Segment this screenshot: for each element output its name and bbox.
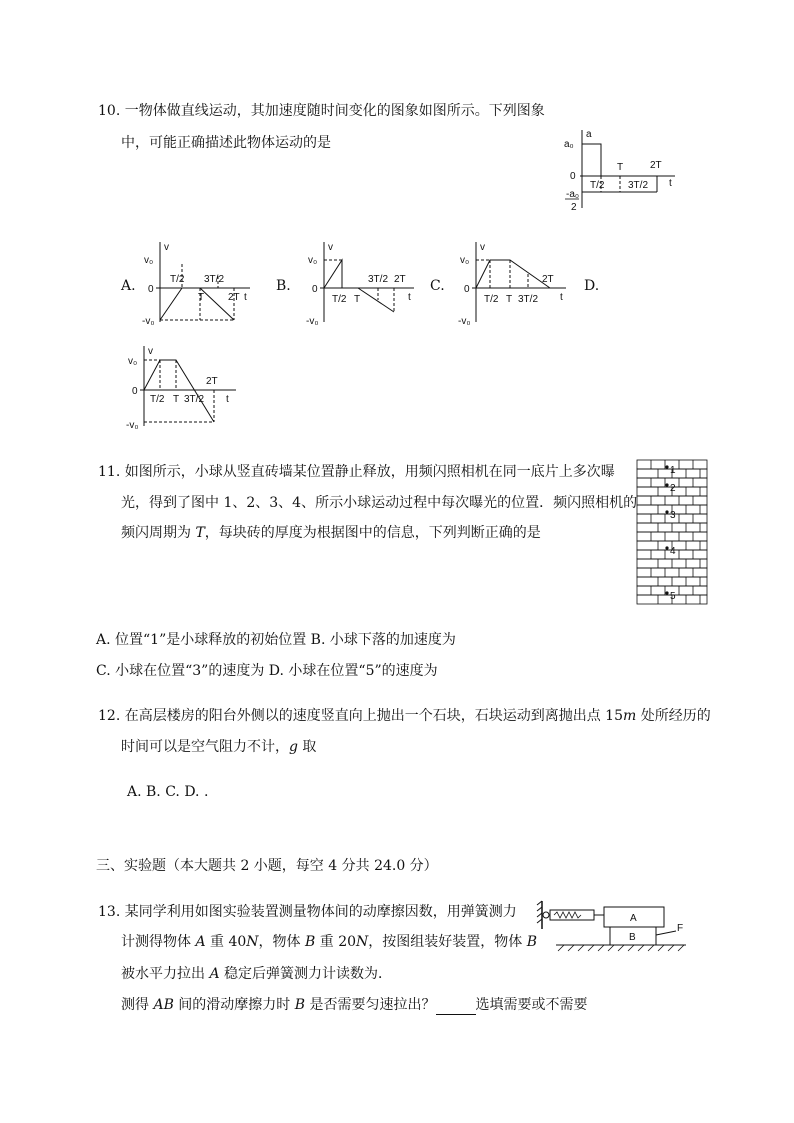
- ga-zero: 0: [148, 284, 154, 295]
- q13-apparatus-figure: [536, 895, 696, 957]
- block-b-label: B: [629, 932, 636, 943]
- gd-neg-v0: -v₀: [126, 420, 139, 431]
- q10-line2: 中，可能正确描述此物体运动的是: [121, 135, 331, 151]
- ball-position-label: 1: [670, 465, 676, 476]
- ball-position-dot: [665, 510, 668, 513]
- ref-half-label: 2: [571, 202, 577, 213]
- q13-line4: 测得 AB 间的滑动摩擦力时 B 是否需要匀速拉出？ 选填需要或不需要: [121, 997, 588, 1013]
- q12-choices: A. B. C. D. .: [127, 784, 209, 800]
- q13-line2: 计测得物体 A 重 40N，物体 B 重 20N，按图组装好装置，物体 B: [121, 934, 538, 950]
- block-a-label: A: [630, 913, 637, 924]
- gc-T: T: [506, 294, 513, 305]
- gb-v: v: [328, 242, 333, 253]
- ball-position-label: 3: [670, 510, 676, 521]
- answer-blank[interactable]: [436, 1000, 476, 1015]
- ga-v: v: [164, 242, 169, 253]
- ga-v0: v₀: [144, 255, 154, 266]
- ball-position-dot: [665, 465, 668, 468]
- q11-line3: 频闪周期为 T，每块砖的厚度为根据图中的信息，下列判断正确的是: [121, 525, 541, 541]
- ga-neg-v0: -v₀: [142, 316, 155, 327]
- q11-line2: 光，得到了图中 1、2、3、4、所示小球运动过程中每次曝光的位置．频闪照相机的: [121, 495, 638, 511]
- gb-neg-v0: -v₀: [306, 316, 319, 327]
- ref-2T-label: 2T: [650, 160, 662, 171]
- gc-T2: T/2: [484, 294, 499, 305]
- ball-position-label: 5: [670, 591, 676, 602]
- ref-T-label: T: [617, 162, 624, 173]
- gb-t: t: [408, 292, 411, 303]
- q11-choices-ab: A. 位置“1”是小球释放的初始位置 B. 小球下落的加速度为: [96, 632, 456, 648]
- gd-T2: T/2: [150, 394, 165, 405]
- q10-acceleration-graph: [560, 128, 682, 216]
- gc-3T2: 3T/2: [518, 294, 539, 305]
- gb-v0: v₀: [308, 255, 318, 266]
- force-f-label: F: [677, 923, 684, 934]
- ga-T2: T/2: [170, 274, 185, 285]
- ball-position-label: 4: [670, 546, 676, 557]
- ref-neg-a0-label: -a₀: [566, 189, 580, 200]
- ball-position-dot: [665, 591, 668, 594]
- ga-T: T: [198, 292, 205, 303]
- gc-neg-v0: -v₀: [458, 316, 471, 327]
- gb-3T2: 3T/2: [368, 274, 389, 285]
- gd-zero: 0: [132, 386, 138, 397]
- q10-graph-b: [306, 240, 422, 326]
- q12-line2: 时间可以是空气阻力不计，g 取: [121, 739, 317, 755]
- gb-2T: 2T: [394, 274, 406, 285]
- q10-graph-c: [458, 240, 574, 326]
- q10-line1: 10. 一物体做直线运动，其加速度随时间变化的图象如图所示。下列图象: [98, 103, 545, 119]
- gd-v0: v₀: [128, 356, 138, 367]
- ref-3T2-label: 3T/2: [628, 180, 649, 191]
- gc-v: v: [480, 242, 485, 253]
- brick-row: [637, 532, 707, 541]
- q11-choices-cd: C. 小球在位置“3”的速度为 D. 小球在位置“5”的速度为: [96, 663, 438, 679]
- gc-v0: v₀: [460, 255, 470, 266]
- brick-row: [637, 568, 707, 577]
- gb-T2: T/2: [332, 294, 347, 305]
- gc-2T: 2T: [542, 274, 554, 285]
- q11-brick-wall: [636, 459, 708, 607]
- q10-graph-d: [126, 344, 246, 430]
- ball-position-dot: [665, 546, 668, 549]
- gd-T: T: [173, 394, 180, 405]
- q13-line3: 被水平力拉出 A 稳定后弹簧测力计读数为．: [121, 966, 393, 982]
- ball-position-dot: [665, 483, 668, 486]
- q12-line1: 12. 在高层楼房的阳台外侧以的速度竖直向上抛出一个石块，石块运动到离抛出点 15m 处所经历的: [98, 708, 711, 724]
- brick-row: [637, 496, 707, 505]
- gc-zero: 0: [464, 284, 470, 295]
- ref-a-label: a: [586, 129, 592, 140]
- ga-2T: 2T: [228, 292, 240, 303]
- ga-t: t: [244, 292, 247, 303]
- gd-v: v: [148, 346, 153, 357]
- q13-line1: 13. 某同学利用如图实验装置测量物体间的动摩擦因数，用弹簧测力: [98, 904, 517, 920]
- gc-t: t: [560, 292, 563, 303]
- q10-option-c: C.: [430, 278, 445, 294]
- ref-t-label: t: [669, 178, 672, 189]
- ref-zero-label: 0: [570, 171, 576, 182]
- q10-option-a: A.: [121, 278, 136, 294]
- gd-3T2: 3T/2: [184, 394, 205, 405]
- q10-option-b: B.: [276, 278, 291, 294]
- ref-T2-label: T/2: [590, 180, 605, 191]
- q10-option-d: D.: [584, 278, 600, 294]
- section3-heading: 三、实验题（本大题共 2 小题，每空 4 分共 24.0 分）: [96, 858, 438, 874]
- q11-line1: 11. 如图所示，小球从竖直砖墙某位置静止释放，用频闪照相机在同一底片上多次曝: [98, 464, 615, 480]
- gb-T: T: [354, 294, 361, 305]
- gd-2T: 2T: [206, 376, 218, 387]
- gd-t: t: [226, 394, 229, 405]
- ga-3T2: 3T/2: [204, 274, 225, 285]
- ball-position-label: 2: [670, 483, 676, 494]
- ref-a0-label: a₀: [564, 139, 574, 150]
- q10-graph-a: [142, 240, 258, 326]
- gb-zero: 0: [312, 284, 318, 295]
